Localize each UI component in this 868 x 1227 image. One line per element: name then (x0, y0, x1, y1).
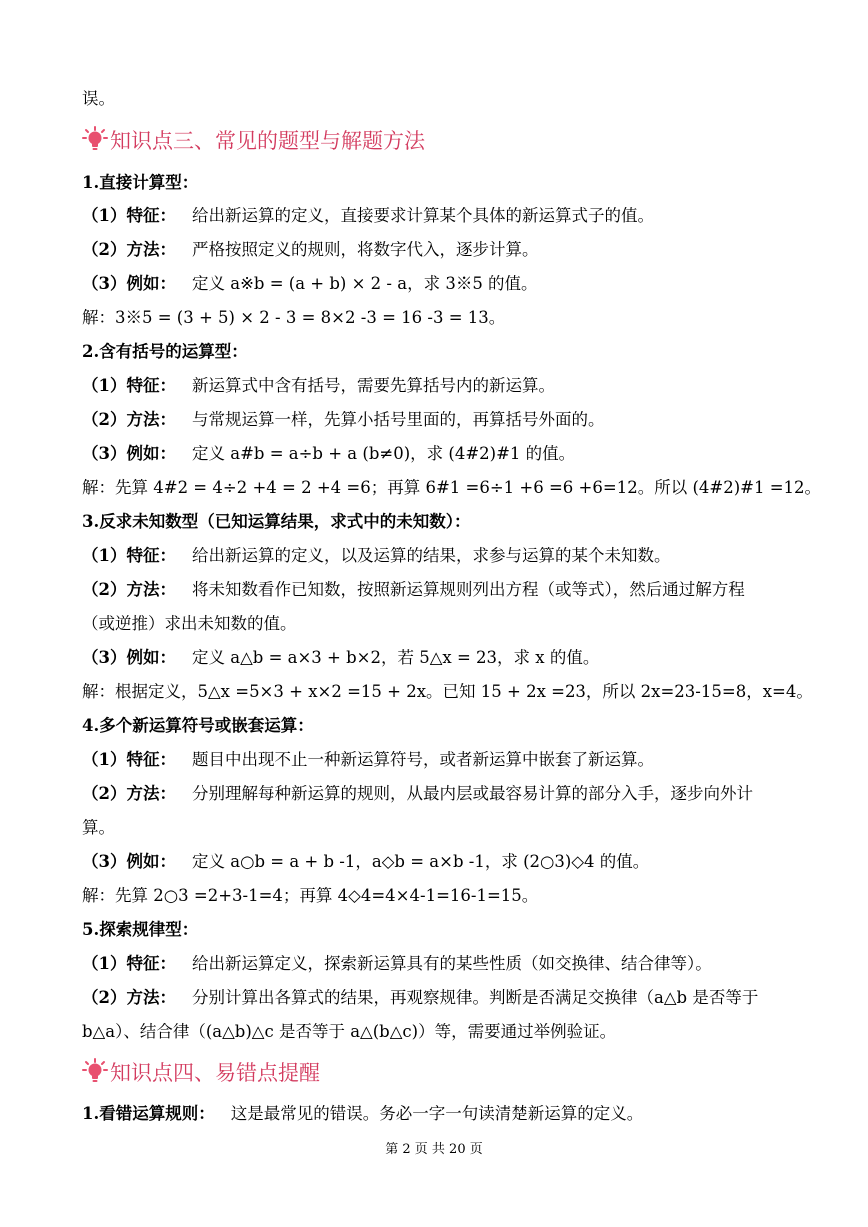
section-heading-4 (82, 1058, 320, 1087)
text-line: 算。 (82, 818, 115, 837)
heading-text: 知识点四、易错点提醒 (110, 1061, 320, 1085)
subsection-title: 2.含有括号的运算型： (82, 342, 248, 361)
text-line: （2）方法： 严格按照定义的规则，将数字代入，逐步计算。 (82, 240, 539, 259)
text-line: （2）方法： 与常规运算一样，先算小括号里面的，再算括号外面的。 (82, 410, 605, 429)
text-line: （3）例如： 定义 a△b = a×3 + b×2，若 5△x = 23，求 x 的值。 (82, 648, 600, 667)
subsection-title: 5.探索规律型： (82, 920, 199, 939)
text-line: （2）方法： 分别计算出各算式的结果，再观察规律。判断是否满足交换律（a△b 是否等于 (82, 988, 759, 1007)
subsection-title: 4.多个新运算符号或嵌套运算： (82, 716, 314, 735)
text-line: （或逆推）求出未知数的值。 (82, 614, 297, 633)
text-line: （3）例如： 定义 a#b = a÷b + a (b≠0)，求 (4#2)#1 的值。 (82, 444, 576, 463)
text-line: 误。 (82, 89, 115, 108)
text-line: 解：先算 2○3 =2+3-1=4；再算 4◇4=4×4-1=16-1=15。 (82, 886, 539, 905)
subsection-title: 1.直接计算型： (82, 173, 199, 192)
subsection-title: 3.反求未知数型（已知运算结果，求式中的未知数）： (82, 512, 471, 531)
text-line: （2）方法： 将未知数看作已知数，按照新运算规则列出方程（或等式），然后通过解方程 (82, 580, 745, 599)
lightbulb-icon (82, 126, 108, 152)
text-line: 1.看错运算规则： 这是最常见的错误。务必一字一句读清楚新运算的定义。 (82, 1104, 644, 1123)
lightbulb-icon (82, 1058, 108, 1084)
text-line: （1）特征： 给出新运算定义，探索新运算具有的某些性质（如交换律、结合律等）。 (82, 954, 712, 973)
text-line: b△a）、结合律（(a△b)△c 是否等于 a△(b△c)）等，需要通过举例验证。 (82, 1022, 617, 1041)
text-line: （1）特征： 新运算式中含有括号，需要先算括号内的新运算。 (82, 376, 555, 395)
text-line: （2）方法： 分别理解每种新运算的规则，从最内层或最容易计算的部分入手，逐步向外计 (82, 784, 753, 803)
section-heading-3 (82, 126, 425, 155)
text-line: 解：先算 4#2 = 4÷2 +4 = 2 +4 =6；再算 6#1 =6÷1 +6 =6 +6=12。所以 (4#2)#1 =12。 (82, 478, 822, 497)
text-line: （1）特征： 给出新运算的定义，以及运算的结果，求参与运算的某个未知数。 (82, 546, 671, 565)
text-line: （1）特征： 给出新运算的定义，直接要求计算某个具体的新运算式子的值。 (82, 206, 654, 225)
text-line: 解：根据定义，5△x =5×3 + x×2 =15 + 2x。已知 15 + 2x =23，所以 2x=23-15=8，x=4。 (82, 682, 813, 701)
heading-text: 知识点三、常见的题型与解题方法 (110, 129, 425, 153)
text-line: 解：3※5 = (3 + 5) × 2 - 3 = 8×2 -3 = 16 -3 = 13。 (82, 308, 506, 327)
page-number: 第 2 页 共 20 页 (385, 1142, 483, 1157)
text-line: （1）特征： 题目中出现不止一种新运算符号，或者新运算中嵌套了新运算。 (82, 750, 654, 769)
text-line: （3）例如： 定义 a○b = a + b -1，a◇b = a×b -1，求 (2○3)◇4 的值。 (82, 852, 650, 871)
text-line: （3）例如： 定义 a※b = (a + b) × 2 - a，求 3※5 的值。 (82, 274, 538, 293)
